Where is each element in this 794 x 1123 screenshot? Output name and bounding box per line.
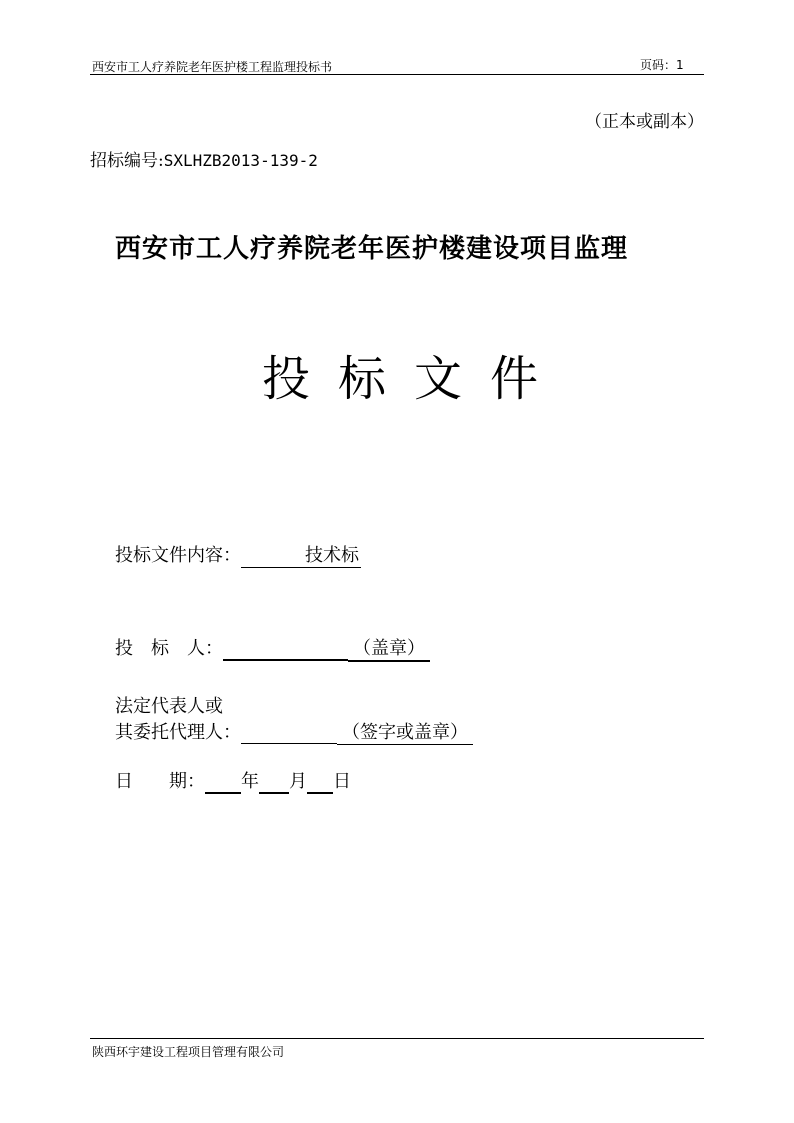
header-title: 西安市工人疗养院老年医护楼工程监理投标书: [92, 60, 333, 74]
document-title: 投标文件: [262, 351, 567, 407]
day-blank: [307, 771, 333, 794]
rep-label-line1: 法定代表人或: [115, 696, 223, 717]
bid-number-label: 招标编号:: [90, 151, 164, 171]
content-row: [115, 541, 361, 568]
bidder-label: 投 标 人：: [115, 638, 223, 659]
content-label: 投标文件内容：: [115, 545, 241, 566]
page-number-label: [640, 56, 684, 73]
month-blank: [259, 771, 289, 794]
project-title: 西安市工人疗养院老年医护楼建设项目监理: [115, 234, 629, 264]
footer-company: 陕西环宇建设工程项目管理有限公司: [92, 1045, 285, 1059]
bid-number: [90, 146, 318, 171]
year-blank: [205, 771, 241, 794]
month-label: 月: [289, 771, 307, 792]
rep-blank: [241, 722, 337, 744]
bidder-row: [115, 634, 430, 662]
copy-type: （正本或副本）: [585, 112, 704, 132]
bidder-note: （盖章）: [348, 634, 430, 662]
bidder-blank: [223, 638, 348, 661]
bid-number-value: SXLHZB2013-139-2: [163, 151, 318, 170]
page-number: 1: [676, 58, 684, 72]
rep-label-line2: 其委托代理人：: [115, 722, 241, 743]
rep-row: [115, 718, 473, 745]
date-label: 日 期：: [115, 771, 205, 792]
header-divider: [90, 74, 704, 75]
day-label: 日: [333, 771, 351, 792]
content-value: 技术标: [241, 541, 361, 568]
rep-note: （签字或盖章）: [337, 718, 473, 745]
page-label: 页码：: [640, 58, 677, 72]
date-row: [115, 767, 351, 794]
year-label: 年: [241, 771, 259, 792]
footer-divider: [90, 1038, 704, 1039]
